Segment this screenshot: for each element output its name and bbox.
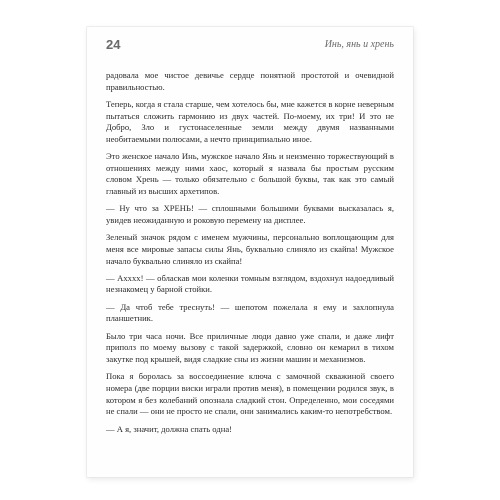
body-text [106, 70, 394, 441]
paragraph: — А я, значит, должна спать одна! [106, 423, 233, 434]
page-number: 24 [106, 37, 121, 52]
paragraph: Это женское начало Инь, мужское начало Янь и неизменно торжествующий в отношениях между ними хаос, который я назвала бы простым русским словом Хрень — только обязательно с большой буквы, так как это самый главный из высших архетипов. [106, 151, 394, 196]
paragraph: Зеленый значок рядом с именем мужчины, персонально воплощающим для меня все мировые запасы силы Янь, буквально слиняло из скайпа! Мужское начало буквально слиняло из скайпа! [106, 232, 394, 266]
paragraph: Теперь, когда я стала старше, чем хотелось бы, мне кажется в корне неверным пытаться сложить гармонию из двух частей. По-моему, их три! И это не Добро, Зло и густонаселенные земли между двумя названными необитаемыми полюсами, а нечто принципиально иное. [106, 98, 394, 144]
page-header [106, 37, 394, 53]
paragraph: — Ну что за ХРЕНЬ! — сплошными большими буквами высказалась я, увидев неожиданную и роковую перемену на дисплее. [106, 203, 394, 225]
paragraph: радовала мое чистое девичье сердце понятной простотой и очевидной правильностью. [106, 70, 394, 92]
paragraph: — Ахххх! — обласкав мои коленки томным взглядом, вздохнул надоедливый незнакомец у барной стойки. [106, 272, 394, 295]
book-page [87, 27, 413, 477]
paragraph: Пока я боролась за воссоединение ключа с замочной скважиной своего номера (две порции виски играли против меня), в помещении родился звук, в котором я без колебаний опознала сладкий стон. Определенно, мои соседями не спали — они не просто не спали, они занимались каким-то непотребством. [106, 371, 394, 417]
paragraph: — Да чтоб тебе треснуть! — шепотом пожелала я ему и захлопнула планшетник. [106, 301, 394, 324]
running-title: Инь, янь и хрень [324, 39, 394, 50]
paragraph: Было три часа ночи. Все приличные люди давно уже спали, и даже лифт приполз по моему вызову с такой задержкой, словно он кемарил в тихом закутке под крышей, видя сладкие сны из жизни машин и механизмов. [106, 330, 394, 365]
